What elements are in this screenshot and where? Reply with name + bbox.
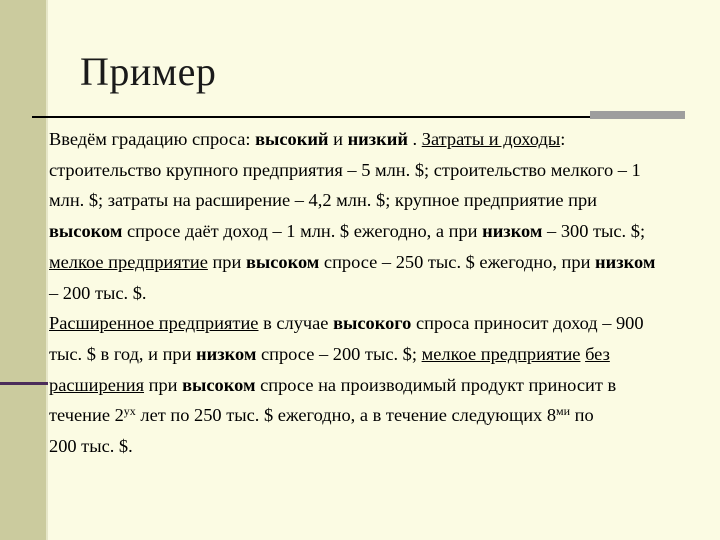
text-run: тыс. $ в год, и при bbox=[49, 343, 197, 364]
bold-term: высокого bbox=[333, 313, 412, 334]
text-run: спросе на производимый продукт приносит в bbox=[255, 374, 617, 395]
body-line bbox=[49, 400, 714, 431]
text-run: спросе – 200 тыс. $; bbox=[256, 343, 422, 364]
bold-term: низком bbox=[482, 221, 543, 242]
body-line bbox=[49, 124, 714, 155]
body-line bbox=[49, 247, 714, 278]
text-run: лет по 250 тыс. $ ежегодно, а в течение следующих 8 bbox=[135, 405, 557, 426]
underlined-term: Расширенное предприятие bbox=[49, 313, 259, 334]
underlined-term: расширения bbox=[49, 374, 145, 395]
text-run: спроса приносит доход – 900 bbox=[411, 313, 644, 334]
text-run: спросе – 250 тыс. $ ежегодно, при bbox=[319, 251, 596, 272]
text-run: – 300 тыс. $; bbox=[542, 221, 646, 242]
bold-term: высоком bbox=[182, 374, 256, 395]
text-run: при bbox=[207, 251, 246, 272]
underlined-term: мелкое предприятие bbox=[421, 343, 581, 364]
text-run: по bbox=[570, 405, 594, 426]
side-accent-mark bbox=[0, 382, 48, 385]
superscript: ми bbox=[556, 404, 571, 419]
body-line: строительство крупного предприятия – 5 млн. $; строительство мелкого – 1 bbox=[49, 159, 641, 180]
bold-term: высоком bbox=[245, 251, 320, 272]
body-line bbox=[49, 339, 714, 370]
text-run: спросе даёт доход – 1 млн. $ ежегодно, а при bbox=[122, 221, 483, 242]
title-divider bbox=[32, 116, 682, 118]
slide-body bbox=[49, 124, 714, 462]
text-run: Введём градацию спроса: bbox=[49, 129, 256, 149]
body-line: 200 тыс. $. bbox=[49, 436, 133, 457]
body-line: млн. $; затраты на расширение – 4,2 млн. $; крупное предприятие при bbox=[49, 190, 598, 211]
body-line bbox=[49, 216, 714, 247]
text-run: : bbox=[560, 129, 566, 149]
underlined-term: Затраты и доходы bbox=[421, 129, 561, 149]
underlined-term: без bbox=[585, 343, 610, 364]
bold-term: высоком bbox=[49, 221, 123, 242]
bold-term: низком bbox=[595, 251, 656, 272]
bold-term: высокий bbox=[255, 129, 329, 149]
body-line: – 200 тыс. $. bbox=[49, 282, 147, 303]
body-line bbox=[49, 370, 714, 401]
text-run: в случае bbox=[258, 313, 334, 334]
underlined-term: мелкое предприятие bbox=[49, 251, 208, 272]
text-run: . bbox=[407, 129, 422, 149]
bold-term: низком bbox=[196, 343, 257, 364]
divider-accent bbox=[590, 111, 685, 119]
left-band-edge bbox=[46, 0, 48, 540]
text-run: и bbox=[328, 129, 348, 149]
text-run: течение 2 bbox=[49, 405, 124, 426]
superscript: ух bbox=[123, 404, 136, 419]
body-line bbox=[49, 308, 714, 339]
left-decorative-band bbox=[0, 0, 46, 540]
slide-title: Пример bbox=[80, 49, 217, 94]
text-run: при bbox=[144, 374, 183, 395]
bold-term: низкий bbox=[347, 129, 408, 149]
